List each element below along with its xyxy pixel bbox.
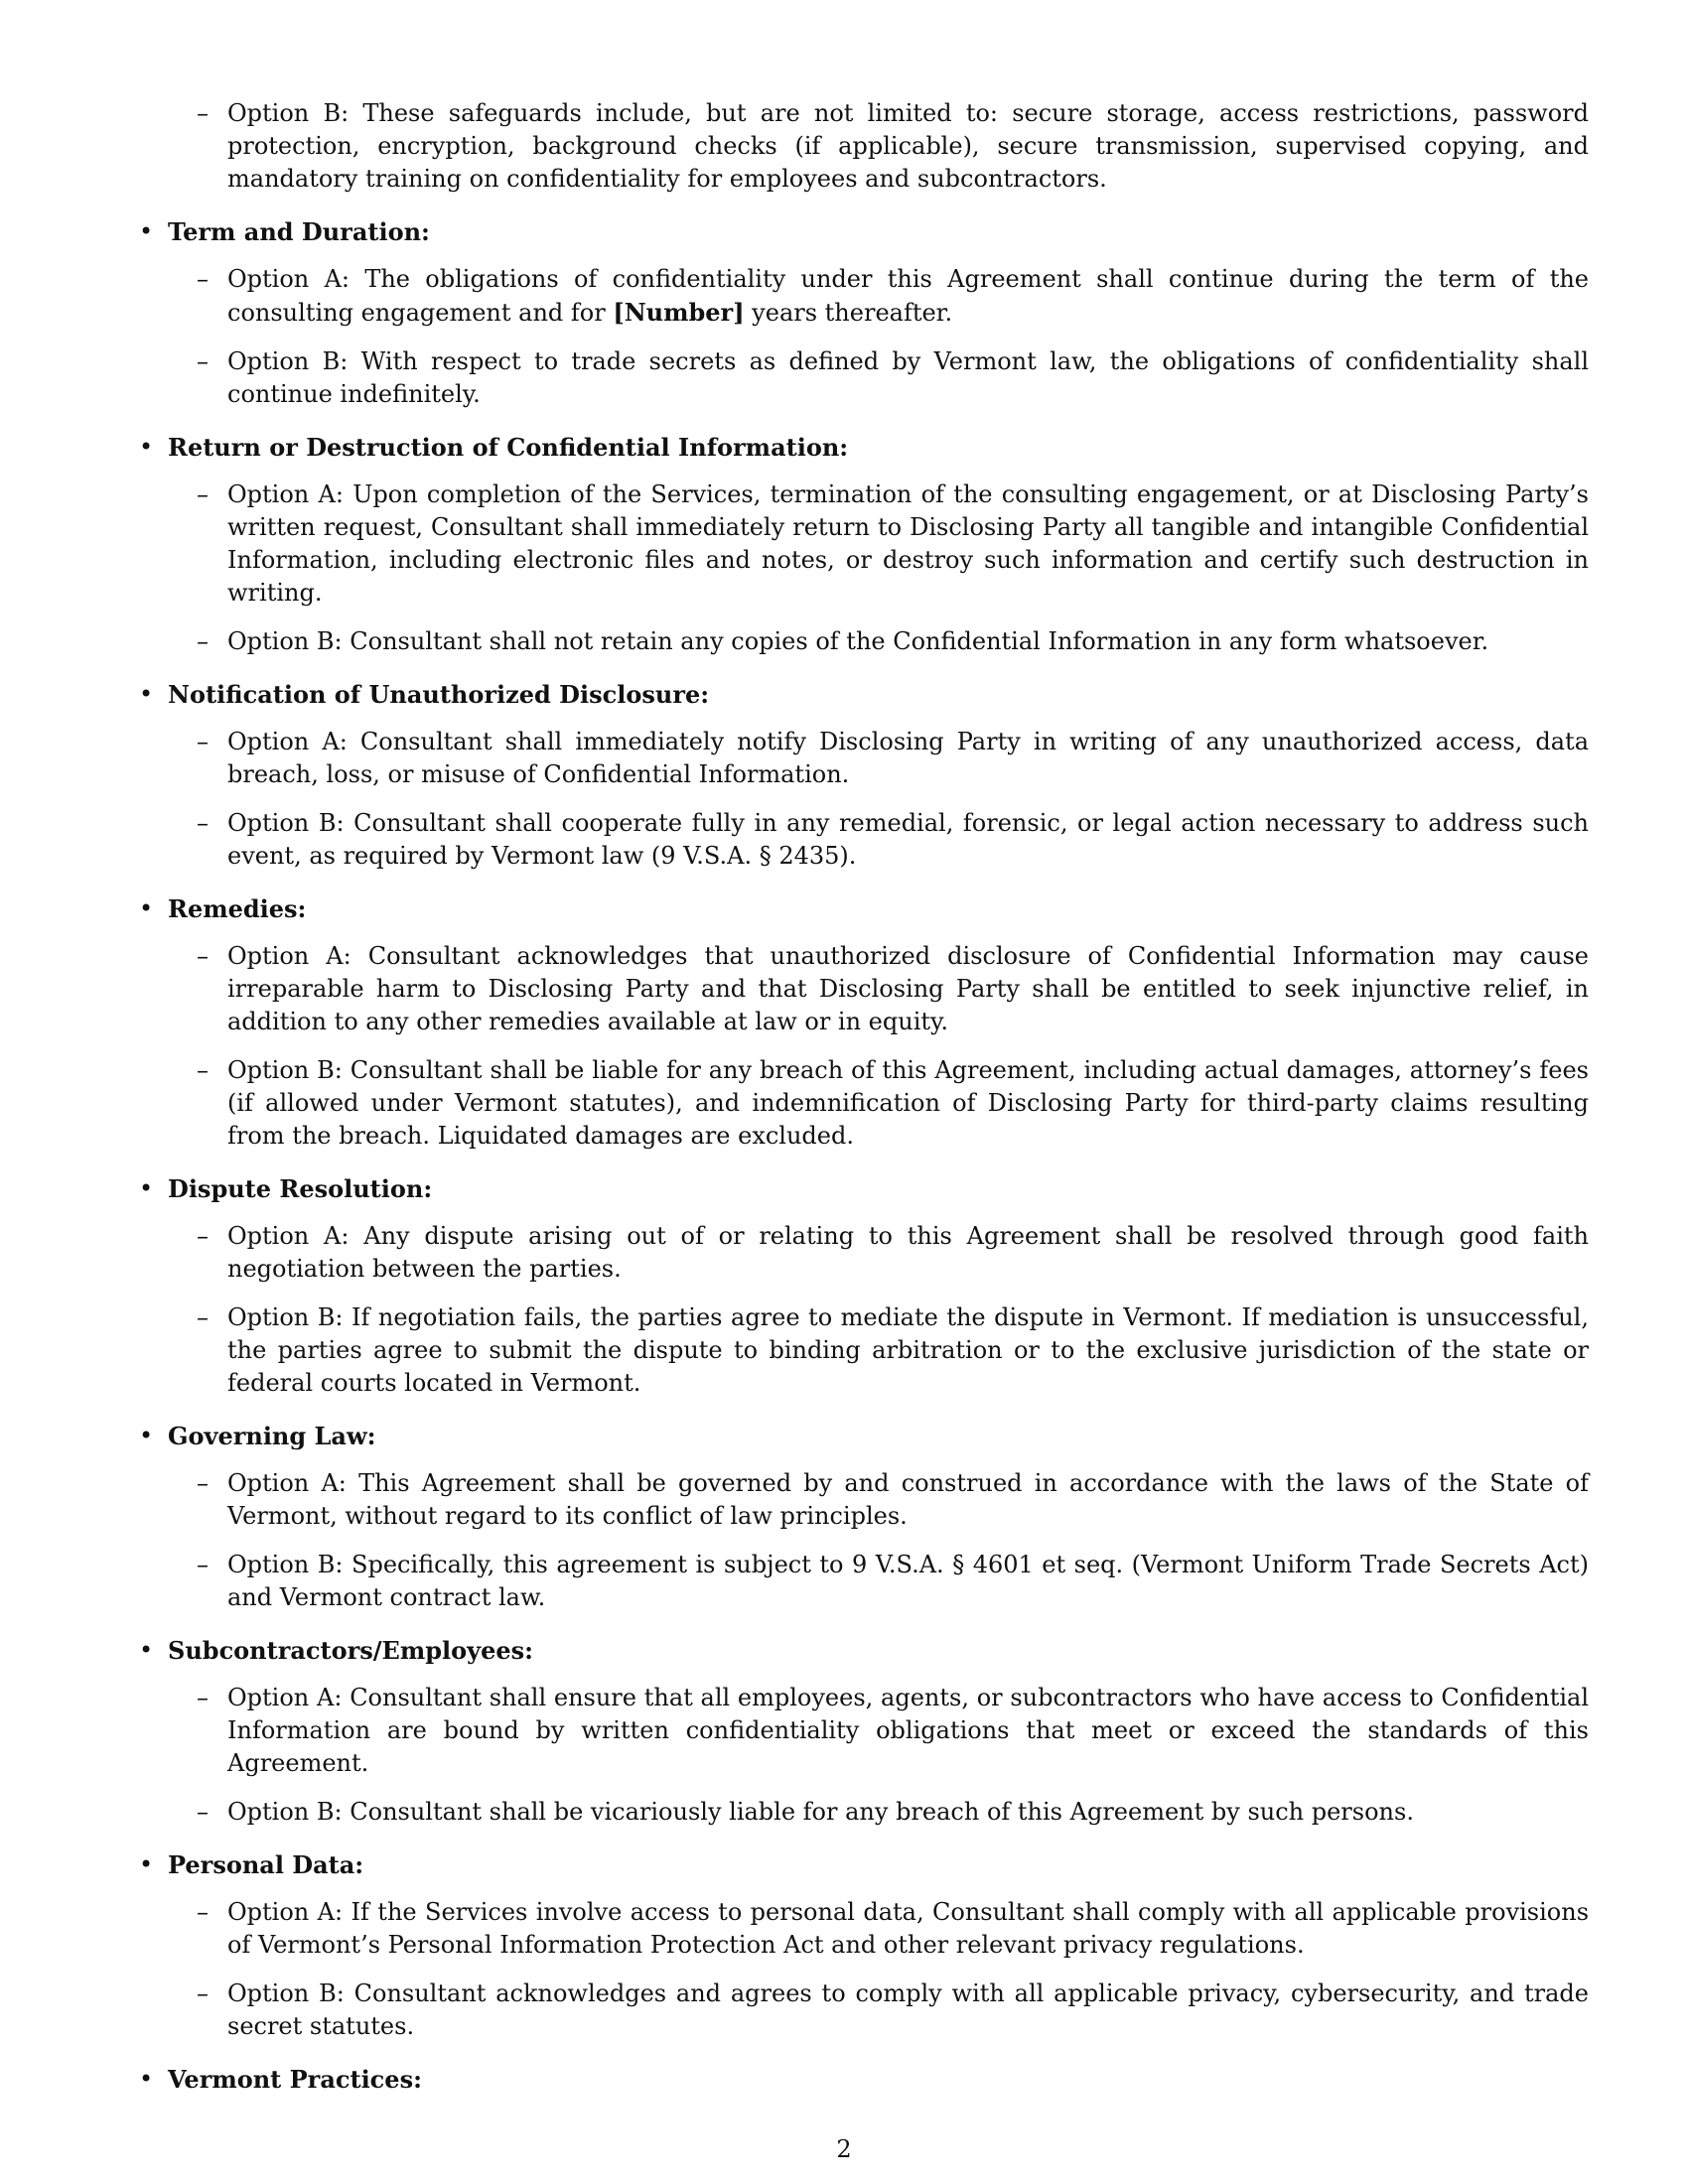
option-body: This Agreement shall be governed by and construed in accordance with the laws of the State of Vermont, without regard to its conflict of law principles. xyxy=(227,1469,1589,1530)
option-label: Option A: xyxy=(227,942,352,970)
section-list xyxy=(139,215,1589,2096)
page-number: 2 xyxy=(836,2135,852,2163)
bullet-marker: • xyxy=(139,217,154,245)
section-heading-text: Governing Law: xyxy=(168,1422,376,1450)
option-item xyxy=(139,1796,1589,1829)
option-body: These safeguards include, but are not limited to: secure storage, access restrictions, password protection, encryption, background checks (if applicable), secure transmission, supervised copying, and mandatory training on confidentiality for employees and subcontractors. xyxy=(227,99,1589,193)
dash-marker: – xyxy=(197,1222,209,1250)
section-heading-text: Term and Duration: xyxy=(168,217,430,246)
dash-marker: – xyxy=(197,1684,209,1711)
dash-marker: – xyxy=(197,1798,209,1826)
option-item xyxy=(139,97,1589,196)
option-text xyxy=(227,1551,1589,1611)
option-label: Option B: xyxy=(227,347,349,375)
option-list xyxy=(139,263,1589,411)
dash-marker: – xyxy=(197,1551,209,1578)
section-heading-text: Remedies: xyxy=(168,894,307,923)
option-label: Option A: xyxy=(227,1469,347,1497)
section-subcontractors-employees xyxy=(139,1634,1589,1829)
option-item xyxy=(139,940,1589,1038)
section-heading xyxy=(139,215,1589,248)
option-item xyxy=(139,1054,1589,1153)
option-item xyxy=(139,1301,1589,1400)
page-content xyxy=(139,97,1589,2116)
option-body: Consultant shall be liable for any breach of this Agreement, including actual damages, attorney’s fees (if allowed under Vermont statutes), and indemnification of Disclosing Party for third-party claims resulting from the breach. Liquidated damages are excluded. xyxy=(227,1056,1589,1150)
option-label: Option B: xyxy=(227,1979,345,2007)
number-placeholder: [Number] xyxy=(613,298,745,327)
section-heading xyxy=(139,1848,1589,1881)
option-item xyxy=(139,1220,1589,1286)
dash-marker: – xyxy=(197,1469,209,1497)
option-body: Consultant acknowledges and agrees to comply with all applicable privacy, cybersecurity, and trade secret statutes. xyxy=(227,1979,1589,2040)
option-body: Consultant shall ensure that all employees, agents, or subcontractors who have access to Confidential Information are bound by written confidentiality obligations that meet or exceed the standards of this Agreement. xyxy=(227,1684,1589,1777)
option-list xyxy=(139,1682,1589,1829)
dash-marker: – xyxy=(197,99,209,127)
option-item xyxy=(139,1467,1589,1533)
option-item xyxy=(139,1682,1589,1780)
section-heading xyxy=(139,1172,1589,1205)
section-heading-text: Personal Data: xyxy=(168,1850,364,1879)
dash-marker: – xyxy=(197,1898,209,1926)
option-label: Option B: xyxy=(227,809,345,837)
option-label: Option B: xyxy=(227,627,343,655)
dash-marker: – xyxy=(197,942,209,970)
option-text xyxy=(227,1798,1414,1826)
dash-marker: – xyxy=(197,728,209,755)
section-heading xyxy=(139,1634,1589,1667)
option-item xyxy=(139,478,1589,610)
option-text xyxy=(227,627,1488,655)
dash-marker: – xyxy=(197,347,209,375)
option-item xyxy=(139,726,1589,791)
option-list xyxy=(139,478,1589,658)
lead-option-list xyxy=(139,97,1589,196)
option-text xyxy=(227,480,1589,607)
option-item xyxy=(139,807,1589,873)
section-heading-text: Return or Destruction of Confidential Information: xyxy=(168,433,849,462)
bullet-marker: • xyxy=(139,1422,154,1449)
section-personal-data xyxy=(139,1848,1589,2043)
bullet-marker: • xyxy=(139,1850,154,1878)
option-text xyxy=(227,728,1589,788)
option-body: If the Services involve access to personal data, Consultant shall comply with all applicable provisions of Vermont’s Personal Information Protection Act and other relevant privacy regulations. xyxy=(227,1898,1590,1959)
option-body: Any dispute arising out of or relating to this Agreement shall be resolved through good faith negotiation between the parties. xyxy=(227,1222,1590,1283)
option-text xyxy=(227,1979,1589,2040)
option-text xyxy=(227,1056,1589,1150)
bullet-marker: • xyxy=(139,433,154,461)
dash-marker: – xyxy=(197,1979,209,2007)
bullet-marker: • xyxy=(139,1636,154,1664)
option-text xyxy=(227,99,1589,193)
section-vermont-practices xyxy=(139,2063,1589,2096)
option-text xyxy=(227,1684,1589,1777)
option-body: Consultant shall cooperate fully in any remedial, forensic, or legal action necessary to address such event, as required by Vermont law (9 V.S.A. § 2435). xyxy=(227,809,1589,870)
option-label: Option B: xyxy=(227,99,350,127)
option-item xyxy=(139,1978,1589,2043)
option-label: Option A: xyxy=(227,728,348,755)
option-item xyxy=(139,345,1589,411)
option-item xyxy=(139,263,1589,330)
option-list xyxy=(139,726,1589,873)
section-heading xyxy=(139,678,1589,711)
section-heading xyxy=(139,431,1589,464)
option-label: Option A: xyxy=(227,1222,350,1250)
option-body: The obligations of confidentiality under this Agreement shall continue during the term of the consulting engagement and for xyxy=(227,265,1589,327)
option-body: With respect to trade secrets as defined by Vermont law, the obligations of confidentiality shall continue indefinitely. xyxy=(227,347,1589,408)
section-heading xyxy=(139,2063,1589,2096)
dash-marker: – xyxy=(197,480,209,508)
option-list xyxy=(139,1896,1589,2043)
option-list xyxy=(139,1467,1589,1614)
option-text xyxy=(227,942,1589,1035)
option-item xyxy=(139,1896,1589,1962)
dash-marker: – xyxy=(197,265,209,293)
section-notification xyxy=(139,678,1589,873)
option-label: Option A: xyxy=(227,1898,344,1926)
option-body: Consultant shall immediately notify Disclosing Party in writing of any unauthorized access, data breach, loss, or misuse of Confidential Information. xyxy=(227,728,1590,788)
dash-marker: – xyxy=(197,627,209,655)
option-label: Option B: xyxy=(227,1303,344,1331)
option-label: Option B: xyxy=(227,1798,343,1826)
option-list xyxy=(139,940,1589,1153)
option-text xyxy=(227,265,1589,327)
section-heading-text: Notification of Unauthorized Disclosure: xyxy=(168,680,710,709)
section-term-and-duration xyxy=(139,215,1589,411)
option-text xyxy=(227,1469,1589,1530)
option-text xyxy=(227,1898,1589,1959)
bullet-marker: • xyxy=(139,1174,154,1202)
dash-marker: – xyxy=(197,1303,209,1331)
option-body: Upon completion of the Services, termination of the consulting engagement, or at Disclosing Party’s written request, Consultant shall immediately return to Disclosing Party all tangible and intangible Confidential Information, including electronic files and notes, or destroy such information and certify such destruction in writing. xyxy=(227,480,1589,607)
bullet-marker: • xyxy=(139,2065,154,2093)
option-text xyxy=(227,809,1589,870)
section-return-or-destruction xyxy=(139,431,1589,658)
option-body-end: years thereafter. xyxy=(744,299,953,327)
option-item xyxy=(139,625,1589,658)
section-heading xyxy=(139,1420,1589,1452)
section-heading-text: Subcontractors/Employees: xyxy=(168,1636,533,1665)
option-label: Option A: xyxy=(227,480,344,508)
option-body: If negotiation fails, the parties agree to mediate the dispute in Vermont. If mediation is unsuccessful, the parties agree to submit the dispute to binding arbitration or to the exclusive jurisdiction of the state or federal courts located in Vermont. xyxy=(227,1303,1589,1397)
option-body: Consultant acknowledges that unauthorized disclosure of Confidential Information may cause irreparable harm to Disclosing Party and that Disclosing Party shall be entitled to seek injunctive relief, in addition to any other remedies available at law or in equity. xyxy=(227,942,1589,1035)
option-label: Option A: xyxy=(227,1684,343,1711)
dash-marker: – xyxy=(197,1056,209,1084)
bullet-marker: • xyxy=(139,894,154,922)
option-text xyxy=(227,1303,1589,1397)
option-list xyxy=(139,1220,1589,1400)
dash-marker: – xyxy=(197,809,209,837)
option-body: Specifically, this agreement is subject to 9 V.S.A. § 4601 et seq. (Vermont Uniform Trade Secrets Act) and Vermont contract law. xyxy=(227,1551,1589,1611)
section-dispute-resolution xyxy=(139,1172,1589,1400)
option-label: Option A: xyxy=(227,265,350,293)
section-governing-law xyxy=(139,1420,1589,1614)
option-label: Option B: xyxy=(227,1551,344,1578)
section-heading-text: Vermont Practices: xyxy=(168,2065,422,2094)
option-text xyxy=(227,1222,1589,1283)
section-remedies xyxy=(139,892,1589,1153)
bullet-marker: • xyxy=(139,680,154,708)
option-text xyxy=(227,347,1589,408)
option-label: Option B: xyxy=(227,1056,343,1084)
section-heading-text: Dispute Resolution: xyxy=(168,1174,433,1203)
option-body: Consultant shall not retain any copies of the Confidential Information in any form whatsoever. xyxy=(350,627,1489,655)
option-item xyxy=(139,1549,1589,1614)
section-heading xyxy=(139,892,1589,925)
option-body: Consultant shall be vicariously liable for any breach of this Agreement by such persons. xyxy=(350,1798,1414,1826)
